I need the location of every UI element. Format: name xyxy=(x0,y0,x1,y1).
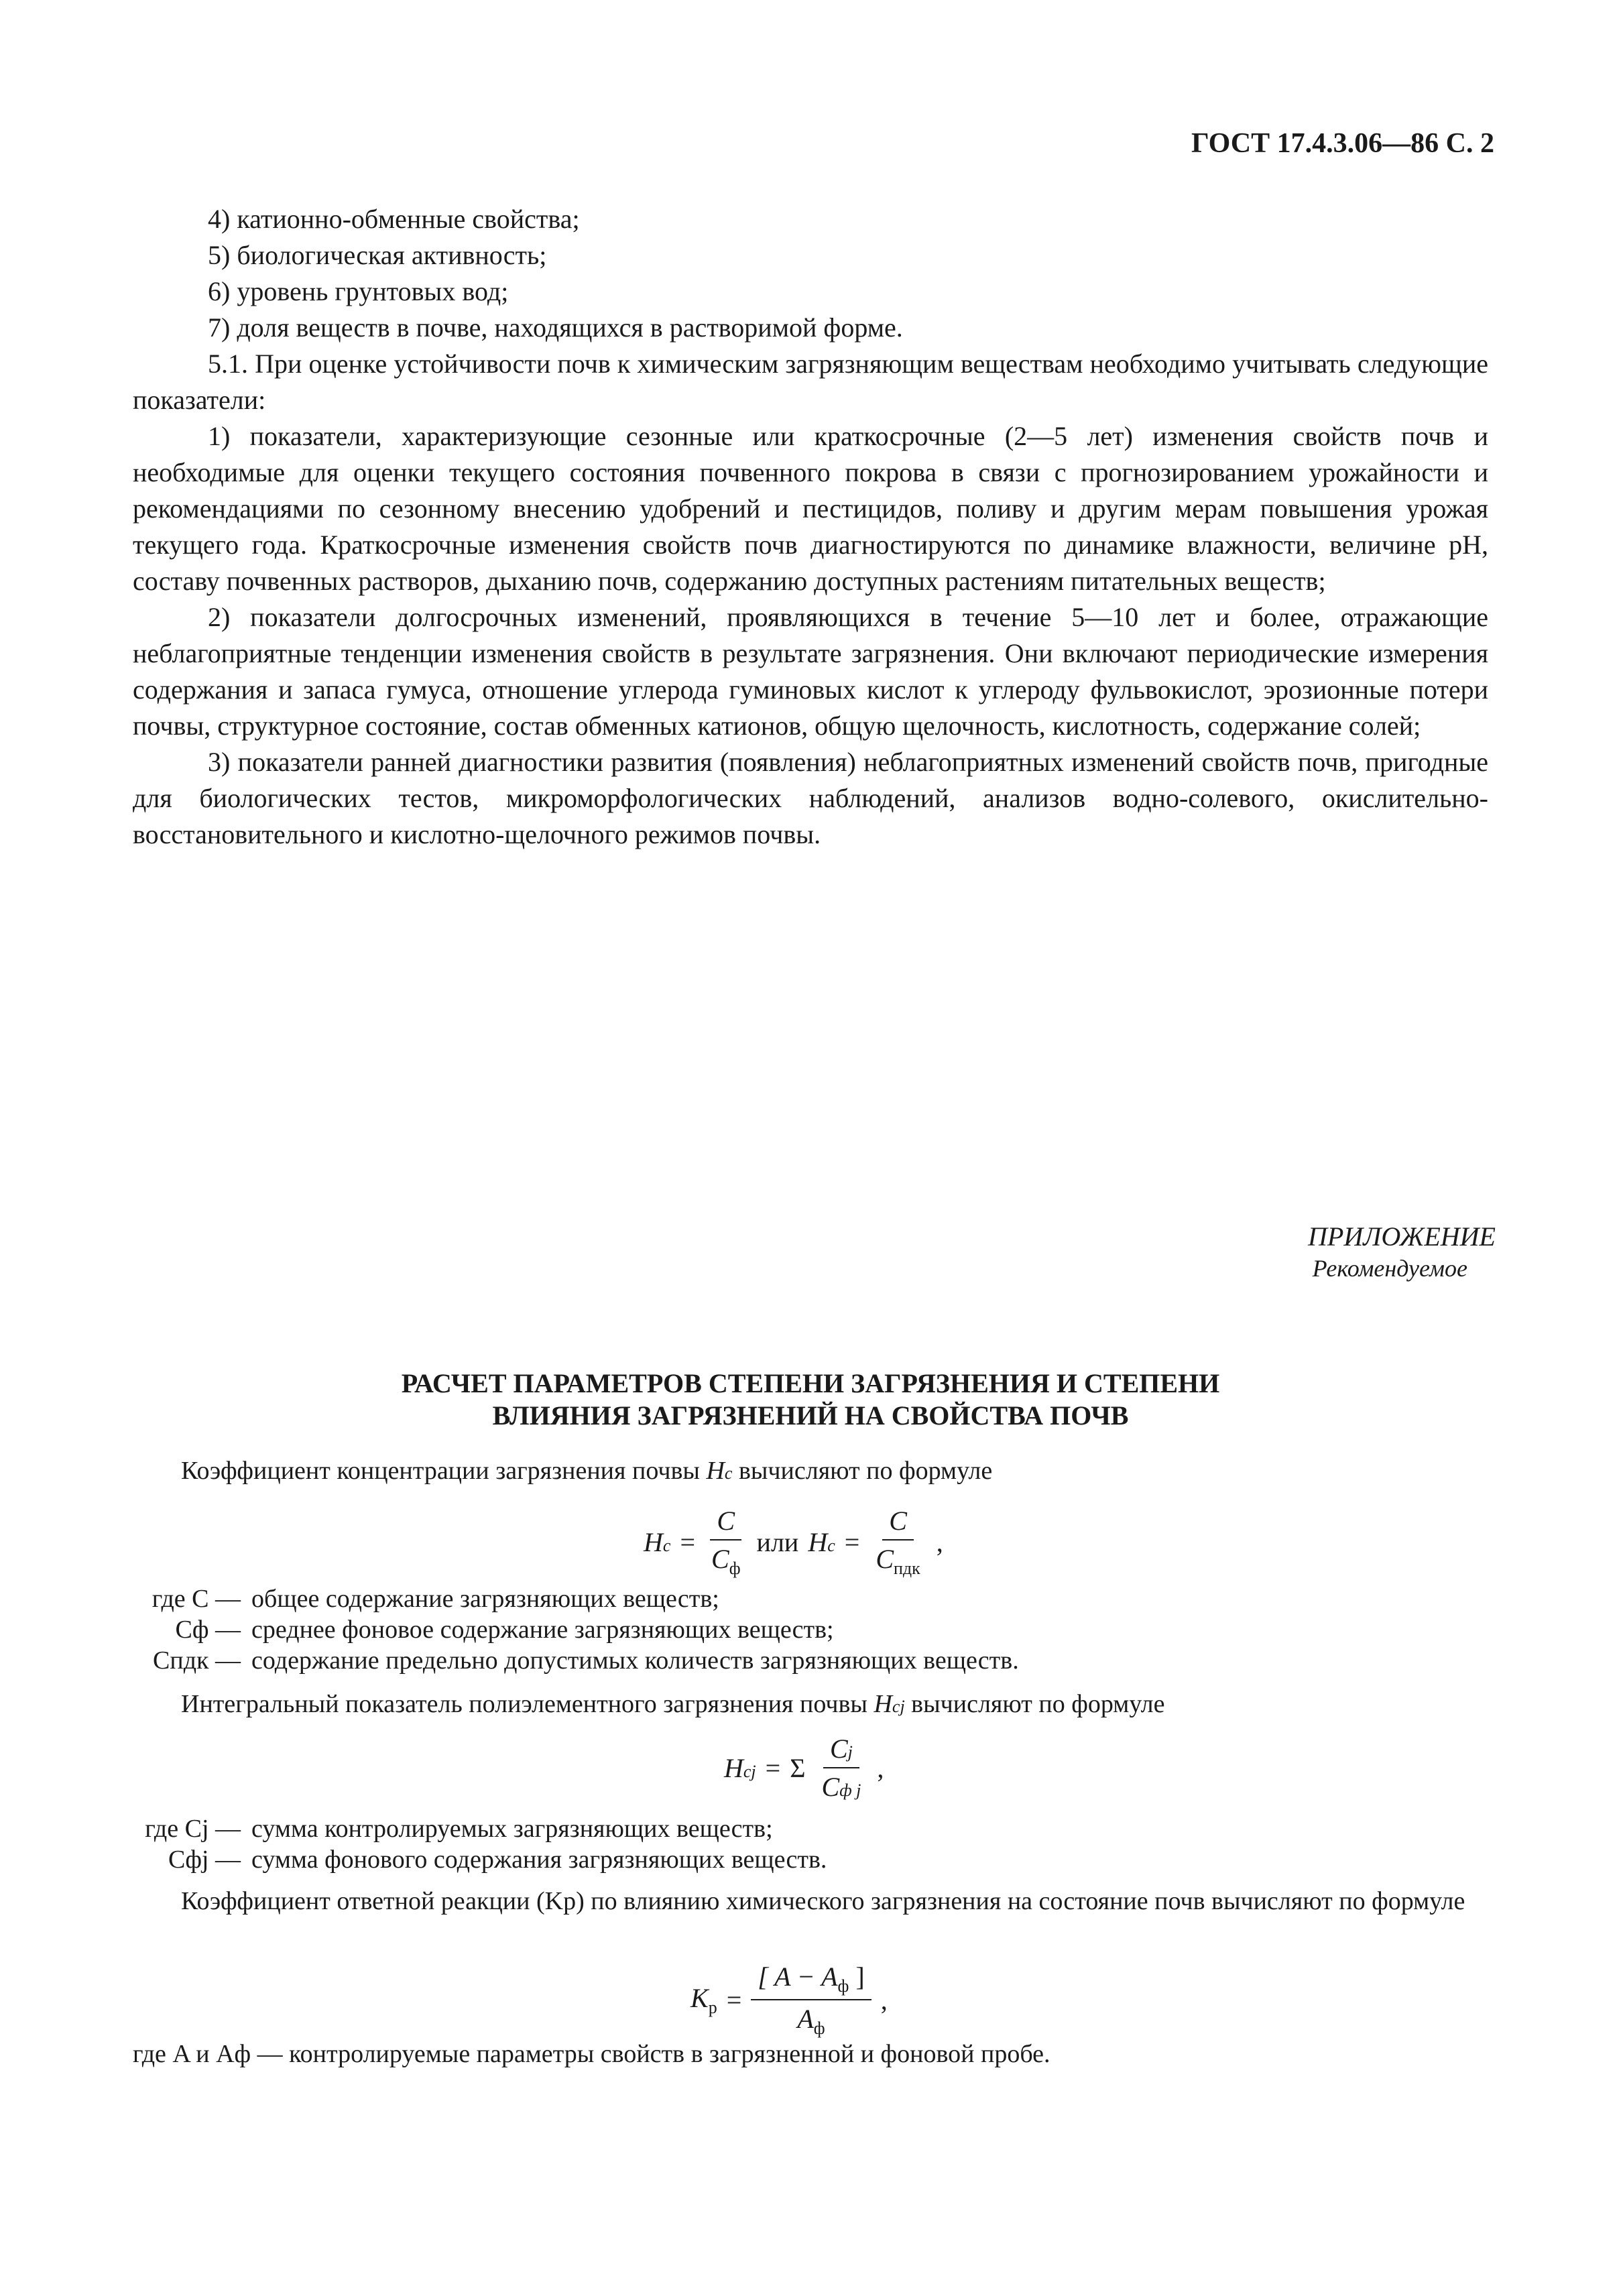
list-item: 6) уровень грунтовых вод; xyxy=(208,276,509,306)
section-title xyxy=(133,1368,1488,1432)
formula-2-intro: Интегральный показатель полиэлементного загрязнения почвы Hcj вычисляют по формуле xyxy=(181,1690,1165,1718)
formula-2: Hcj = Σ $\frac{Cj}{\text{Cф j}}$ , xyxy=(724,1734,884,1802)
formula-3-intro: Коэффициент ответной реакции (Kр) по влиянию химического загрязнения на состояние почв вычисляют по формуле xyxy=(181,1887,1465,1915)
paragraph-item-2: 2) показатели долгосрочных изменений, проявляющихся в течение 5—10 лет и более, отражающие неблагоприятные тенденции изменения свойств в результате загрязнения. Они включают периодические измерения содержания и запаса гумуса, отношение углерода гуминовых кислот к углероду фульвокислот, эрозионные потери почвы, структурное состояние, состав обменных катионов, общую щелочность, кислотность, содержание солей; xyxy=(133,602,1488,741)
definition-row: Cфj — сумма фонового содержания загрязняющих веществ. xyxy=(168,1846,827,1874)
list-item: 5) биологическая активность; xyxy=(208,240,547,270)
formula-3: $K_р$ = $\frac{[ A - A_ф ]}{A_ф}$ , xyxy=(690,1961,888,2038)
appendix-title: ПРИЛОЖЕНИЕ xyxy=(1308,1221,1496,1252)
definition-row: Cпдк — содержание предельно допустимых количеств загрязняющих веществ. xyxy=(153,1646,1019,1675)
formula-3-fraction: $\frac{[ A - A_ф ]}{A_ф}$ xyxy=(751,1961,871,2039)
page-header: ГОСТ 17.4.3.06—86 С. 2 xyxy=(1191,128,1494,159)
formula-1-definitions xyxy=(131,1583,1019,1676)
section-title-line-1: РАСЧЕТ ПАРАМЕТРОВ СТЕПЕНИ ЗАГРЯЗНЕНИЯ И СТЕПЕНИ xyxy=(401,1368,1220,1398)
formula-1: Hc = $\frac{C}{C_ф}$ или Hc = $\frac{C}{C_{пдк}}$ , xyxy=(644,1506,943,1578)
formula-3-definition: где A и Aф — контролируемые параметры свойств в загрязненной и фоновой пробе. xyxy=(133,2040,1050,2068)
formula-1-fraction-b: $\frac{C}{C_{пдк}}$ xyxy=(876,1506,920,1578)
appendix-label xyxy=(1308,1220,1496,1283)
formula-1-intro: Коэффициент концентрации загрязнения почвы Hc вычисляют по формуле xyxy=(181,1457,993,1485)
formula-2-definitions xyxy=(131,1813,827,1875)
list-item: 7) доля веществ в почве, находящихся в растворимой форме. xyxy=(208,312,903,343)
paragraph-item-1: 1) показатели, характеризующие сезонные или краткосрочные (2—5 лет) изменения свойств почв и необходимые для оценки текущего состояния почвенного покрова в связи с прогнозированием урожайности и рекомендациями по сезонному внесению удобрений и пестицидов, поливу и другим мерам повышения урожая текущего года. Краткосрочные изменения свойств почв диагностируются по динамике влажности, величине рН, составу почвенных растворов, дыханию почв, содержанию доступных растениям питательных веществ; xyxy=(133,421,1488,596)
formula-2-fraction: $\frac{Cj}{\text{Cф j}}$ xyxy=(821,1734,861,1802)
main-text xyxy=(133,201,1488,853)
paragraph-item-3: 3) показатели ранней диагностики развития (появления) неблагоприятных изменений свойств почв, пригодные для биологических тестов, микроморфологических наблюдений, анализов водно-солевого, окислительно-восстановительного и кислотно-щелочного режимов почвы. xyxy=(133,747,1488,849)
definition-row: Cф — среднее фоновое содержание загрязняющих веществ; xyxy=(175,1616,834,1644)
paragraph-5-1: 5.1. При оценке устойчивости почв к химическим загрязняющим веществам необходимо учитывать следующие показатели: xyxy=(133,349,1488,415)
section-title-line-2: ВЛИЯНИЯ ЗАГРЯЗНЕНИЙ НА СВОЙСТВА ПОЧВ xyxy=(492,1400,1129,1431)
appendix-subtitle: Рекомендуемое xyxy=(1312,1255,1467,1282)
list-item: 4) катионно-обменные свойства; xyxy=(208,204,580,234)
definition-row: где Cj — сумма контролируемых загрязняющих веществ; xyxy=(145,1815,773,1843)
definition-row: где C — общее содержание загрязняющих веществ; xyxy=(152,1585,719,1613)
formula-1-fraction-a: $\frac{C}{C_ф}$ xyxy=(711,1506,741,1578)
